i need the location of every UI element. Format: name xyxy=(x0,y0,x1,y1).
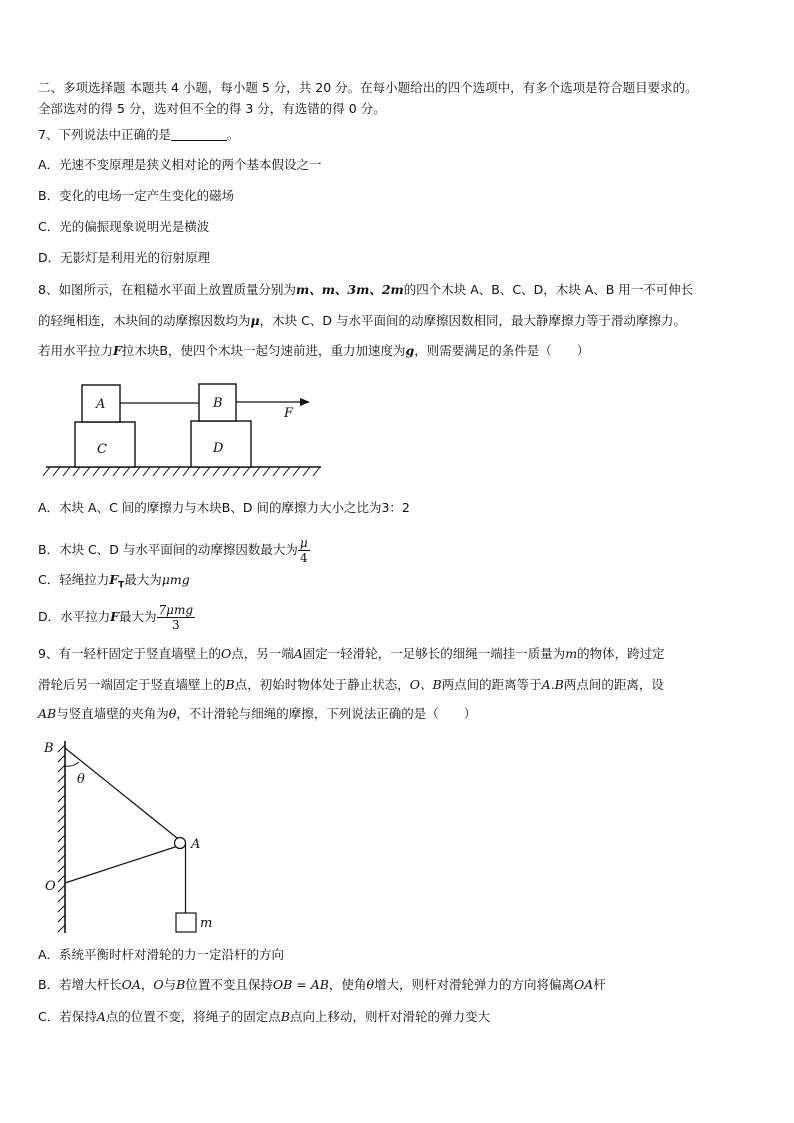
q8-label-f: F xyxy=(284,406,294,421)
q8-option-a: A．木块 A、C 间的摩擦力与木块B、D 间的摩擦力大小之比为3：2 xyxy=(38,500,410,515)
q9-ob1: B．若增大杆长 xyxy=(38,977,122,992)
q9-pulley xyxy=(175,838,186,849)
q9-s1c: 固定一轻滑轮，一足够长的细绳一端挂一质量为 xyxy=(302,646,566,661)
q8-option-d xyxy=(38,598,195,636)
q9-oc1: C．若保持 xyxy=(38,1009,97,1024)
q8-option-d-mid: 最大为 xyxy=(119,609,157,624)
q8-option-d-den: 3 xyxy=(171,618,180,632)
q8-option-c-var: F xyxy=(109,572,119,587)
q8-stem-2a: 的轻绳相连，木块间的动摩擦因数均为 xyxy=(38,313,251,328)
q9-ob4: 位置不变且保持 xyxy=(185,977,273,992)
q8-masses: m、m、3m、2m xyxy=(295,282,404,297)
q8-stem-3a: 若用水平拉力 xyxy=(38,343,114,358)
q8-label-a: A xyxy=(96,397,106,412)
q9-rod-oa xyxy=(65,846,178,883)
q9-ob-theta: θ xyxy=(366,977,374,992)
q8-ground-hatch xyxy=(43,467,320,476)
q9-label-a: A xyxy=(191,837,201,852)
q7-stem xyxy=(38,127,239,143)
q9-s2b: 点，初始时物体处于静止状态， xyxy=(234,677,410,692)
q8-option-b-fraction xyxy=(298,536,310,565)
q9-oc-b: B xyxy=(280,1009,290,1024)
q9-s2d: 两点间的距离，设 xyxy=(563,677,664,692)
q8-stem-line-1 xyxy=(38,282,693,298)
q8-option-c xyxy=(38,572,190,594)
section-intro-line-1: 二、多项选择题 本题共 4 小题，每小题 5 分，共 20 分。在每小题给出的四个选项中，有多个选项是符合题目要求的。 xyxy=(38,80,698,95)
q8-option-d-text: D．水平拉力 xyxy=(38,609,111,624)
q9-ob5: ，使角 xyxy=(328,977,367,992)
q9-wall-hatch xyxy=(58,745,65,932)
q8-option-c-expr: μmg xyxy=(161,572,190,587)
q7-option-c: C．光的偏振现象说明光是横波 xyxy=(38,219,210,234)
q9-label-m: m xyxy=(200,916,213,931)
q8-label-c: C xyxy=(97,442,107,457)
q9-pulley-figure xyxy=(38,735,218,935)
q9-s2a: 滑轮后另一端固定于竖直墙壁上的 xyxy=(38,677,226,692)
q8-blocks-figure xyxy=(38,372,328,482)
q8-stem-3c: ，则需要满足的条件是（ ） xyxy=(414,343,590,358)
q9-ob-oa: OA xyxy=(121,977,141,992)
q9-oc-a: A xyxy=(96,1009,106,1024)
q8-option-b-den: 4 xyxy=(299,551,308,565)
q9-s1b: 点，另一端 xyxy=(231,646,294,661)
q8-option-d-num: 7μmg xyxy=(158,603,194,617)
q7-option-d: D．无影灯是利用光的衍射原理 xyxy=(38,250,211,265)
q8-label-d: D xyxy=(213,441,224,456)
q7-option-a: A．光速不变原理是狭义相对论的两个基本假设之一 xyxy=(38,157,322,172)
q8-force-arrowhead xyxy=(300,398,310,406)
q8-F: F xyxy=(113,343,122,358)
q9-s2OB: O、B xyxy=(409,677,442,692)
q8-stem-2b: ，木块 C、D 与水平面间的动摩擦因数相同，最大静摩擦力等于滑动摩擦力。 xyxy=(259,313,686,328)
q9-s1A: A xyxy=(293,646,303,661)
q9-s1d: 的物体，跨过定 xyxy=(577,646,665,661)
q9-mass-block xyxy=(176,913,196,932)
q9-label-o: O xyxy=(45,879,56,894)
q9-stem-line-3 xyxy=(38,706,476,722)
q9-label-theta: θ xyxy=(77,772,85,787)
q9-ob-b: B xyxy=(176,977,186,992)
q9-theta-arc xyxy=(65,762,79,766)
q8-stem-line-2 xyxy=(38,313,686,329)
q9-label-b: B xyxy=(44,741,54,756)
q9-ob-eq: OB = AB xyxy=(272,977,329,992)
q9-s2AB: A.B xyxy=(541,677,564,692)
q9-oc2: 点的位置不变，将绳子的固定点 xyxy=(105,1009,281,1024)
q9-option-a: A．系统平衡时杆对滑轮的力一定沿杆的方向 xyxy=(38,947,285,962)
q9-rope-ba xyxy=(65,748,177,838)
q8-option-d-var: F xyxy=(110,609,120,624)
q9-oc3: 点向上移动，则杆对滑轮的弹力变大 xyxy=(289,1009,490,1024)
q8-stem-3b: 拉木块B，使四个木块一起匀速前进，重力加速度为 xyxy=(121,343,406,358)
q8-stem-1b: 的四个木块 A、B、C、D，木块 A、B 用一不可伸长 xyxy=(403,282,694,297)
q9-ob6: 增大，则杆对滑轮弹力的方向将偏离 xyxy=(373,977,574,992)
q7-answer-blank xyxy=(171,128,227,141)
q9-option-b xyxy=(38,977,606,993)
q8-option-c-mid: 最大为 xyxy=(124,572,162,587)
q9-ob-oa2: OA xyxy=(573,977,594,992)
q9-s3a: 与竖直墙壁的夹角为 xyxy=(56,706,169,721)
q9-s3theta: θ xyxy=(168,706,177,721)
q7-stem-text: 7、下列说法中正确的是 xyxy=(38,127,171,142)
q9-s1O: O xyxy=(220,646,232,661)
q9-s1m: m xyxy=(565,646,578,661)
q7-option-b: B．变化的电场一定产生变化的磁场 xyxy=(38,188,235,203)
q8-option-b-num: μ xyxy=(299,536,308,550)
q8-option-b-text: B．木块 C、D 与水平面间的动摩擦因数最大为 xyxy=(38,542,298,557)
q9-stem-line-2 xyxy=(38,677,664,693)
q9-option-c xyxy=(38,1009,490,1025)
q9-s3b: ，不计滑轮与细绳的摩擦，下列说法正确的是（ ） xyxy=(176,706,477,721)
q9-ob3: 与 xyxy=(163,977,177,992)
q7-stem-end: 。 xyxy=(226,127,240,142)
q8-label-b: B xyxy=(213,396,223,411)
q8-option-b xyxy=(38,532,310,568)
q8-g: g xyxy=(405,343,415,358)
q8-stem-1a: 8、如图所示，在粗糙水平面上放置质量分别为 xyxy=(38,282,296,297)
q9-s2B: B xyxy=(225,677,235,692)
q9-s1a: 9、有一轻杆固定于竖直墙壁上的 xyxy=(38,646,221,661)
q9-ob7: 杆 xyxy=(593,977,606,992)
q9-stem-line-1 xyxy=(38,646,665,662)
q9-s3AB: AB xyxy=(38,706,57,721)
q9-ob-o: O xyxy=(153,977,164,992)
q8-stem-line-3 xyxy=(38,343,589,359)
q8-option-c-sub: T xyxy=(118,580,125,591)
q8-mu: μ xyxy=(250,313,260,328)
q8-option-c-text: C．轻绳拉力 xyxy=(38,572,110,587)
q8-option-d-fraction xyxy=(157,603,196,632)
q9-s2c: 两点间的距离等于 xyxy=(441,677,542,692)
q9-ob2: ， xyxy=(140,977,154,992)
section-intro-line-2: 全部选对的得 5 分，选对但不全的得 3 分，有选错的得 0 分。 xyxy=(38,101,386,116)
